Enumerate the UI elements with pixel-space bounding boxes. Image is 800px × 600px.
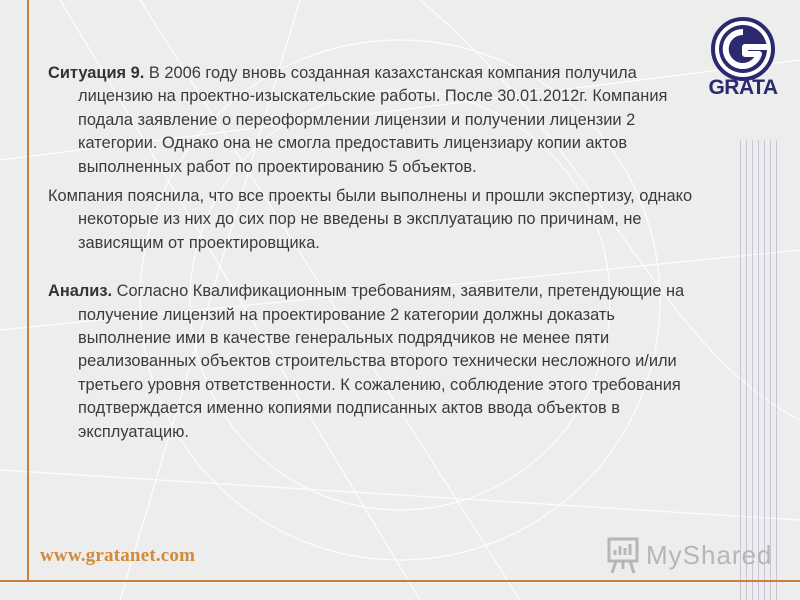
situation-paragraph xyxy=(48,62,708,179)
left-accent-line xyxy=(27,0,29,582)
analysis-text: Согласно Квалификационным требованиям, заявители, претендующие на получение лицензий на проектирование 2 категории должны доказать выполнение ими в качестве генеральных подрядчиков не менее пяти реализованных объектов строительства второго технически несложного и/или третьего уровня ответственности. К сожалению, соблюдение этого требования подтверждается именно копиями подписанных актов ввода объектов в эксплуатацию. xyxy=(78,282,685,441)
logo-text: GRATA xyxy=(708,76,778,99)
slide-content xyxy=(48,62,708,450)
footer-website-link[interactable]: www.gratanet.com xyxy=(40,545,196,566)
bottom-accent-line xyxy=(0,580,800,582)
situation-label: Ситуация 9. xyxy=(48,64,145,82)
explanation-paragraph: Компания пояснила, что все проекты были выполнены и прошли экспертизу, однако некоторые из них до сих пор не введены в эксплуатацию по причинам, не зависящим от проектировщика. xyxy=(48,187,693,252)
watermark-text: MyShared xyxy=(646,540,773,570)
situation-text: В 2006 году вновь созданная казахстанская компания получила лицензию на проектно-изыскательские работы. После 30.01.2012г. Компания подала заявление о переоформлении лицензии и получении лицензии 2 категории. Однако она не смогла предоставить лицензиару копии актов выполненных работ по проектированию 5 объектов. xyxy=(78,64,668,176)
analysis-label: Анализ. xyxy=(48,282,113,301)
analysis-paragraph xyxy=(48,280,708,444)
presentation-screen-icon xyxy=(606,536,640,574)
watermark xyxy=(606,536,776,576)
